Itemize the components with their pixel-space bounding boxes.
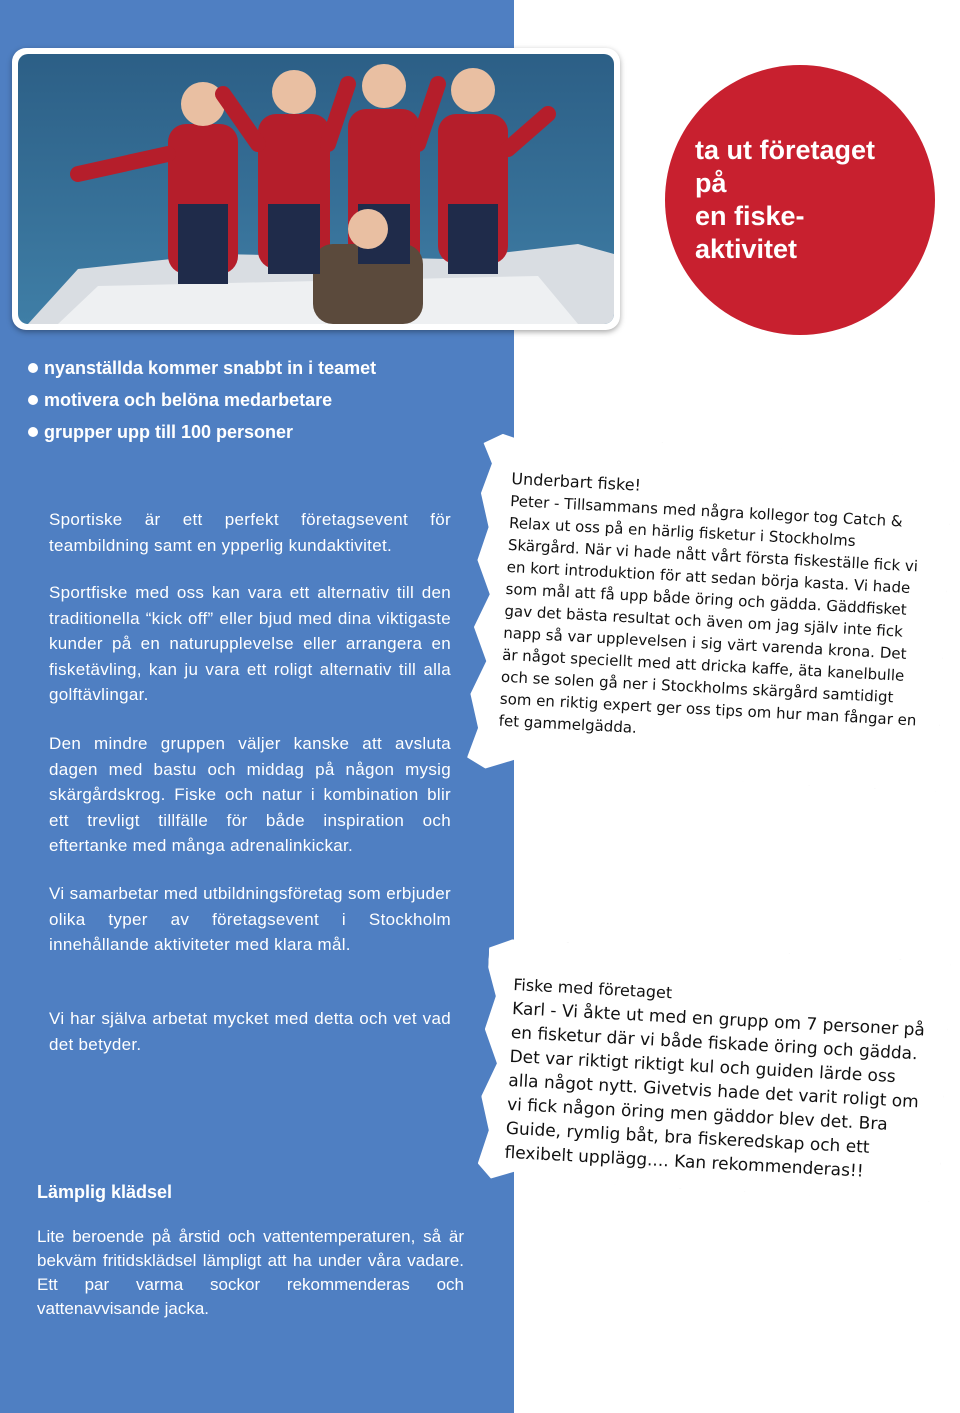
bullet-icon [28, 395, 38, 405]
headline-line-1: ta ut företaget på [695, 135, 876, 198]
group-photo [18, 54, 614, 324]
body-paragraph: Vi har själva arbetat mycket med detta och vet vad det betyder. [49, 1009, 451, 1054]
testimonial-content [504, 973, 933, 1187]
bullet-icon [28, 363, 38, 373]
list-item-text: grupper upp till 100 personer [44, 422, 294, 442]
list-item [28, 416, 376, 448]
testimonial-title: Fiske med företaget [512, 974, 673, 1003]
bullet-icon [28, 427, 38, 437]
body-paragraph: Vi samarbetar med utbildningsföretag som erbjuder olika typer av företagsevent i Stockholm innehållande aktiviteter med klara mål. [49, 884, 451, 954]
list-item-text: nyanställda kommer snabbt in i teamet [44, 358, 377, 378]
testimonial-card [470, 440, 950, 790]
group-photo-illustration [18, 54, 614, 324]
testimonial-content [498, 468, 931, 754]
body-paragraph: Sportfiske med oss kan vara ett alternativ till den traditionella “kick off” eller bjud med dina viktigaste kunder på en naturupplevelse eller arrangera en fisketävling, kan ju vara ett roligt alternativ till alla golftävlingar. [49, 583, 451, 704]
testimonial-text: Peter - Tillsammans med några kollegor tog Catch & Relax ut oss på en härlig fisketur i Stockholms Skärgård. När vi hade nått vårt första fiskeställe fick vi en kort introduktion för att sedan börja kasta. Vi hade som mål att få upp både öring och gädda. Gäddfisket gav det bästa resultat och även om jag själv inte fick napp så var upplevelsen i sig värt varenda krona. Det är något speciellt med att dricka kaffe, äta kanelbulle och se solen gå ner i Stockholms skärgård samtidigt som en riktig expert ger oss tips om hur man fångar en fet gammelgädda. [498, 491, 919, 737]
testimonial-text: Karl - Vi åkte ut med en grupp om 7 personer på en fisketur där vi både fiskade öring och gädda. Det var riktigt riktigt kul och guiden lärde oss alla något nytt. Givetvis hade det varit roligt om vi fick någon öring men gäddor blev det. Bra Guide, rymlig båt, bra fiskeredskap och ett flexibelt upplägg.... Kan rekommenderas!! [504, 998, 926, 1182]
group-photo-frame [12, 48, 620, 330]
body-paragraph: Den mindre gruppen väljer kanske att avsluta dagen med bastu och middag på någon mysig skärgårdskrog. Fiske och natur i kombination blir ett trevligt tillfälle för både inspiration och eftertanke med många adrenalinkickar. [49, 734, 451, 855]
headline-badge [665, 65, 935, 335]
benefit-list [28, 352, 376, 448]
testimonial-card [478, 945, 950, 1195]
intro-paragraph: Sportiske är ett perfekt företagsevent för teambildning samt en ypperlig kundaktivitet. [49, 510, 451, 555]
list-item-text: motivera och belöna medarbetare [44, 390, 333, 410]
clothing-text: Lite beroende på årstid och vattentemperaturen, så är bekväm fritidsklädsel lämpligt att ha under våra vadare. Ett par varma sockor rekommenderas och vattenavvisande jacka. [37, 1227, 464, 1318]
clothing-heading: Lämplig klädsel [37, 1182, 173, 1202]
headline-text [695, 134, 905, 266]
testimonial-title: Underbart fiske! [510, 468, 642, 495]
list-item [28, 352, 376, 384]
headline-line-2: en fiske-aktivitet [695, 201, 805, 264]
list-item [28, 384, 376, 416]
